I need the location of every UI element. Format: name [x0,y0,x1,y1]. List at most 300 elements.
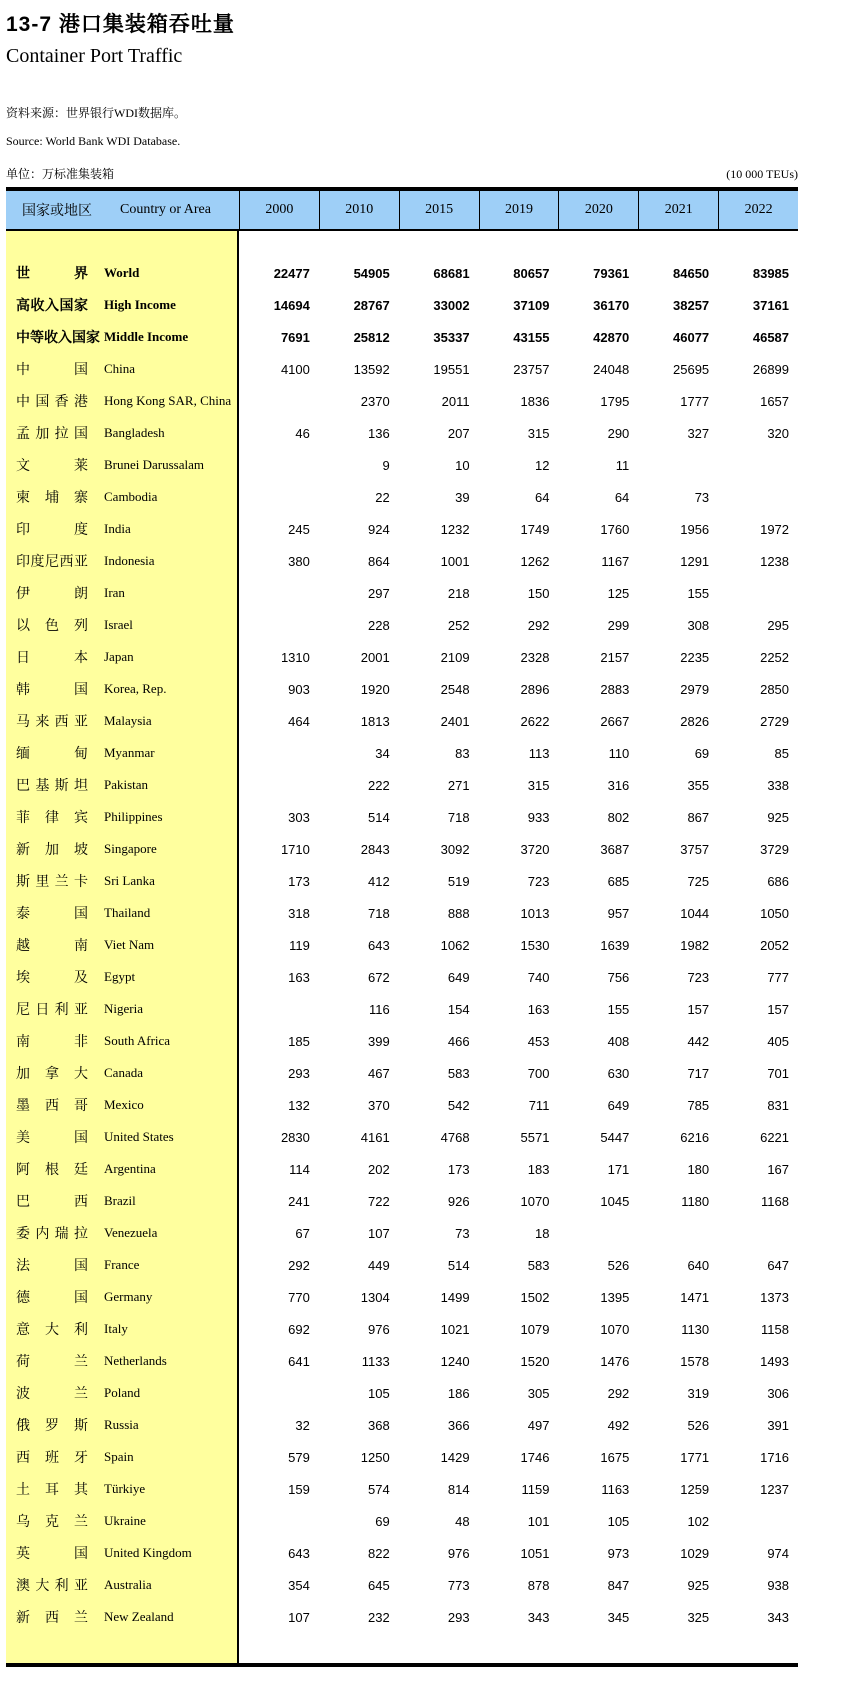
value-cell: 640 [687,1257,710,1273]
value-cell: 701 [767,1065,790,1081]
table-row [6,513,798,545]
value-cell: 391 [767,1417,790,1433]
value-cell: 2979 [680,681,710,697]
table-row [6,385,798,417]
value-cell: 1657 [760,393,790,409]
unit-label-zh: 单位：万标准集装箱 [6,167,115,181]
value-cell: 183 [527,1161,550,1177]
country-name-zh: 孟加拉国 [16,427,88,442]
value-cell: 3720 [520,841,550,857]
value-cell: 327 [687,425,710,441]
value-cell: 125 [607,585,630,601]
value-cell: 25695 [673,361,710,377]
value-cell: 14694 [273,297,310,313]
value-cell: 405 [767,1033,790,1049]
country-name-zh: 西班牙 [16,1451,88,1466]
value-cell: 4100 [280,361,310,377]
value-cell: 449 [368,1257,390,1273]
country-name-en: Bangladesh [104,425,165,440]
value-cell: 368 [368,1417,390,1433]
country-name-en: Cambodia [104,489,158,504]
value-cell: 202 [368,1161,390,1177]
value-cell: 2843 [360,841,390,857]
table-row [6,1089,798,1121]
value-cell: 2883 [600,681,630,697]
value-cell: 1070 [520,1193,550,1209]
value-cell: 1578 [680,1353,710,1369]
country-name-zh: 泰国 [16,907,88,922]
country-name-en: Netherlands [104,1353,167,1368]
value-cell: 42870 [593,329,630,345]
value-cell: 864 [368,553,390,569]
table-row [6,1249,798,1281]
source-note-en: Source: World Bank WDI Database. [6,134,181,148]
value-cell: 232 [368,1609,390,1625]
value-cell: 163 [288,969,310,985]
value-cell: 1159 [521,1481,550,1497]
value-cell: 83 [455,745,470,761]
value-cell: 1167 [601,553,630,569]
table-row [6,1569,798,1601]
value-cell: 2548 [440,681,470,697]
value-cell: 579 [288,1449,310,1465]
value-cell: 1291 [680,553,710,569]
value-cell: 1813 [360,713,390,729]
value-cell: 26899 [752,361,790,377]
country-name-zh: 以色列 [16,619,88,634]
country-cell [6,647,239,667]
value-cell: 641 [288,1353,310,1369]
value-cell: 2370 [360,393,390,409]
country-name-zh: 日本 [16,651,88,666]
table-row [6,449,798,481]
value-cell: 519 [447,873,470,889]
country-name-en: Hong Kong SAR, China [104,393,232,408]
value-cell: 1493 [760,1353,790,1369]
value-cell: 136 [368,425,390,441]
table-row [6,1057,798,1089]
value-cell: 150 [527,585,550,601]
value-cell: 2667 [600,713,630,729]
value-cell: 46587 [752,329,790,345]
value-cell: 101 [527,1513,550,1529]
value-cell: 11 [615,457,630,473]
value-cell: 1062 [440,937,470,953]
value-cell: 1920 [360,681,390,697]
value-cell: 514 [368,809,390,825]
country-name-en: India [104,521,131,536]
value-cell: 2235 [680,649,710,665]
value-cell: 107 [288,1609,310,1625]
table-row [6,673,798,705]
country-name-en: Myanmar [104,745,155,760]
country-cell [6,487,239,507]
value-cell: 1502 [520,1289,550,1305]
table-row [6,833,798,865]
value-cell: 1972 [760,521,790,537]
value-cell: 1836 [520,393,550,409]
country-cell [6,1095,239,1115]
country-cell [6,743,239,763]
value-cell: 574 [368,1481,390,1497]
header-year-2021: 2021 [638,191,718,229]
value-cell: 1771 [680,1449,710,1465]
country-cell [6,1287,239,1307]
table-row [6,961,798,993]
value-cell: 295 [767,617,790,633]
country-name-zh: 加拿大 [16,1067,88,1082]
value-cell: 492 [607,1417,630,1433]
value-cell: 35337 [433,329,470,345]
value-cell: 711 [528,1097,550,1113]
value-cell: 68681 [433,265,470,281]
table-row [6,1345,798,1377]
container-port-traffic-table [6,187,798,1667]
country-name-en: Italy [104,1321,128,1336]
value-cell: 1746 [520,1449,550,1465]
country-name-en: Iran [104,585,125,600]
value-cell: 1530 [520,937,550,953]
value-cell: 102 [687,1513,710,1529]
table-row [6,1409,798,1441]
value-cell: 1749 [520,521,550,537]
country-name-en: France [104,1257,140,1272]
value-cell: 292 [527,617,550,633]
value-cell: 163 [527,1001,550,1017]
header-year-2022: 2022 [718,191,798,229]
header-country-cell [6,191,239,229]
value-cell: 325 [687,1609,710,1625]
country-name-zh: 斯里兰卡 [16,875,88,890]
value-cell: 957 [607,905,630,921]
country-name-en: Australia [104,1577,152,1592]
country-name-zh: 乌克兰 [16,1515,88,1530]
country-name-en: Poland [104,1385,141,1400]
country-name-en: Malaysia [104,713,152,728]
source-note-zh: 资料来源：世界银行WDI数据库。 [6,106,186,120]
value-cell: 773 [447,1577,470,1593]
value-cell: 1310 [280,649,310,665]
value-cell: 167 [767,1161,790,1177]
country-name-zh: 马来西亚 [16,715,88,730]
table-row [6,1441,798,1473]
value-cell: 723 [527,873,550,889]
table-row [6,1601,798,1633]
table-row [6,417,798,449]
value-cell: 355 [687,777,710,793]
country-name-zh: 俄罗斯 [16,1419,88,1434]
value-cell: 245 [288,521,310,537]
country-cell [6,1415,239,1435]
value-cell: 924 [368,521,390,537]
country-name-en: Brunei Darussalam [104,457,205,472]
country-name-en: Thailand [104,905,151,920]
country-cell [6,455,239,475]
value-cell: 318 [288,905,310,921]
country-name-zh: 德国 [16,1291,88,1306]
value-cell: 155 [607,1001,630,1017]
value-cell: 32 [295,1417,310,1433]
value-cell: 343 [767,1609,790,1625]
country-name-zh: 中等收入国家 [16,331,100,346]
value-cell: 408 [607,1033,630,1049]
value-cell: 686 [767,873,790,889]
value-cell: 297 [368,585,390,601]
table-row [6,353,798,385]
value-cell: 6221 [760,1129,790,1145]
value-cell: 722 [368,1193,390,1209]
value-cell: 22 [375,489,390,505]
country-name-zh: 柬埔寨 [16,491,88,506]
value-cell: 23757 [513,361,550,377]
value-cell: 2826 [680,713,710,729]
value-cell: 2401 [440,713,470,729]
value-cell: 925 [687,1577,710,1593]
country-name-en: High Income [104,297,176,312]
value-cell: 973 [607,1545,630,1561]
value-cell: 1079 [520,1321,550,1337]
value-cell: 1180 [681,1193,710,1209]
value-cell: 1262 [520,553,550,569]
table-header-row [6,191,798,231]
value-cell: 756 [607,969,630,985]
value-cell: 24048 [593,361,630,377]
value-cell: 925 [767,809,790,825]
value-cell: 46077 [673,329,710,345]
value-cell: 649 [607,1097,630,1113]
country-name-zh: 荷兰 [16,1355,88,1370]
value-cell: 497 [527,1417,550,1433]
value-cell: 34 [375,745,390,761]
value-cell: 222 [368,777,390,793]
value-cell: 241 [288,1193,310,1209]
country-cell [6,423,239,443]
country-name-zh: 韩国 [16,683,88,698]
country-name-en: Pakistan [104,777,149,792]
table-row [6,769,798,801]
value-cell: 2896 [520,681,550,697]
country-cell [6,1223,239,1243]
country-cell [6,1575,239,1595]
country-cell [6,1383,239,1403]
value-cell: 645 [368,1577,390,1593]
value-cell: 717 [687,1065,710,1081]
table-row [6,577,798,609]
value-cell: 252 [447,617,470,633]
value-cell: 2052 [760,937,790,953]
table-row [6,257,798,289]
table-row [6,1153,798,1185]
country-name-en: New Zealand [104,1609,174,1624]
value-cell: 380 [288,553,310,569]
value-cell: 1760 [600,521,630,537]
value-cell: 13592 [353,361,390,377]
country-name-zh: 委内瑞拉 [16,1227,88,1242]
page-title-zh: 13-7 港口集装箱吞吐量 [6,13,235,36]
value-cell: 1520 [520,1353,550,1369]
value-cell: 464 [288,713,310,729]
value-cell: 1237 [760,1481,790,1497]
value-cell: 4768 [440,1129,470,1145]
country-cell [6,551,239,571]
country-cell [6,1479,239,1499]
value-cell: 583 [527,1257,550,1273]
value-cell: 1982 [680,937,710,953]
table-row [6,1473,798,1505]
value-cell: 770 [288,1289,310,1305]
value-cell: 723 [687,969,710,985]
value-cell: 1710 [280,841,310,857]
value-cell: 1021 [440,1321,470,1337]
unit-line [6,165,798,182]
country-cell [6,999,239,1019]
value-cell: 2109 [440,649,470,665]
value-cell: 159 [288,1481,310,1497]
value-cell: 105 [368,1385,390,1401]
value-cell: 1250 [360,1449,390,1465]
value-cell: 526 [687,1417,710,1433]
value-cell: 113 [528,745,550,761]
country-name-en: Egypt [104,969,136,984]
country-cell [6,391,239,411]
value-cell: 173 [288,873,310,889]
country-cell [6,519,239,539]
value-cell: 306 [767,1385,790,1401]
value-cell: 672 [368,969,390,985]
country-name-en: Viet Nam [104,937,155,952]
value-cell: 180 [687,1161,710,1177]
country-cell [6,1255,239,1275]
value-cell: 84650 [673,265,710,281]
value-cell: 79361 [593,265,630,281]
country-name-en: Singapore [104,841,157,856]
value-cell: 1476 [600,1353,630,1369]
value-cell: 370 [368,1097,390,1113]
value-cell: 1471 [680,1289,710,1305]
country-name-zh: 巴基斯坦 [16,779,88,794]
value-cell: 692 [288,1321,310,1337]
value-cell: 1304 [360,1289,390,1305]
value-cell: 442 [687,1033,710,1049]
country-name-zh: 英国 [16,1547,88,1562]
value-cell: 526 [607,1257,630,1273]
value-cell: 38257 [673,297,710,313]
country-name-en: United Kingdom [104,1545,192,1560]
value-cell: 1044 [680,905,710,921]
table-row [6,737,798,769]
table-row [6,801,798,833]
value-cell: 293 [447,1609,470,1625]
value-cell: 316 [607,777,630,793]
country-name-en: Philippines [104,809,163,824]
value-cell: 685 [607,873,630,889]
country-name-en: United States [104,1129,174,1144]
value-cell: 119 [289,937,310,953]
value-cell: 155 [687,585,710,601]
country-cell [6,871,239,891]
country-name-zh: 土耳其 [16,1483,88,1498]
value-cell: 514 [447,1257,470,1273]
table-row [6,1281,798,1313]
table-row [6,641,798,673]
value-cell: 785 [687,1097,710,1113]
value-cell: 207 [447,425,470,441]
value-cell: 28767 [353,297,390,313]
country-cell [6,1159,239,1179]
value-cell: 39 [455,489,470,505]
country-cell [6,263,239,283]
value-cell: 1232 [440,521,470,537]
value-cell: 1373 [760,1289,790,1305]
value-cell: 110 [608,745,630,761]
value-cell: 157 [687,1001,710,1017]
country-name-en: Mexico [104,1097,144,1112]
country-name-zh: 墨西哥 [16,1099,88,1114]
value-cell: 718 [368,905,390,921]
value-cell: 3092 [440,841,470,857]
value-cell: 1158 [761,1321,790,1337]
country-cell [6,935,239,955]
value-cell: 319 [687,1385,710,1401]
country-cell [6,359,239,379]
value-cell: 974 [767,1545,790,1561]
value-cell: 345 [607,1609,630,1625]
value-cell: 2729 [760,713,790,729]
value-cell: 132 [288,1097,310,1113]
value-cell: 64 [614,489,630,505]
table-row [6,1121,798,1153]
value-cell: 105 [607,1513,630,1529]
country-name-en: Korea, Rep. [104,681,167,696]
value-cell: 3757 [680,841,710,857]
value-cell: 1163 [601,1481,630,1497]
country-cell [6,1607,239,1627]
table-row [6,545,798,577]
country-name-en: Japan [104,649,134,664]
value-cell: 116 [368,1001,390,1017]
country-name-zh: 菲律宾 [16,811,88,826]
value-cell: 1130 [681,1321,710,1337]
country-cell [6,615,239,635]
value-cell: 1795 [600,393,630,409]
value-cell: 343 [527,1609,550,1625]
country-name-zh: 越南 [16,939,88,954]
country-name-en: Israel [104,617,133,632]
country-name-zh: 意大利 [16,1323,88,1338]
value-cell: 315 [527,777,550,793]
value-cell: 467 [368,1065,390,1081]
value-cell: 2011 [441,393,470,409]
value-cell: 2830 [280,1129,310,1145]
value-cell: 3729 [760,841,790,857]
value-cell: 867 [687,809,710,825]
value-cell: 9 [382,457,390,473]
value-cell: 399 [368,1033,390,1049]
header-year-2019: 2019 [479,191,559,229]
value-cell: 290 [607,425,630,441]
country-name-en: Germany [104,1289,153,1304]
value-cell: 85 [774,745,790,761]
value-cell: 1956 [680,521,710,537]
value-cell: 25812 [353,329,390,345]
value-cell: 271 [447,777,470,793]
value-cell: 822 [368,1545,390,1561]
value-cell: 1133 [361,1353,390,1369]
table-row [6,929,798,961]
value-cell: 1639 [600,937,630,953]
value-cell: 218 [447,585,470,601]
value-cell: 1051 [520,1545,550,1561]
